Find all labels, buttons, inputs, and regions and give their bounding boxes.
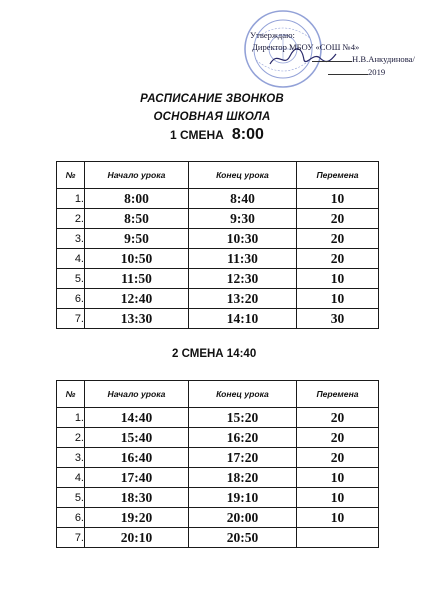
break-minutes: 20 (297, 229, 379, 249)
lesson-end-time: 12:30 (189, 269, 297, 289)
header-end: Конец урока (189, 162, 297, 189)
lesson-start-time: 16:40 (85, 448, 189, 468)
break-minutes: 20 (297, 408, 379, 428)
page-subtitle: ОСНОВНАЯ ШКОЛА (153, 111, 271, 123)
lesson-end-time: 10:30 (189, 229, 297, 249)
lesson-start-time: 8:50 (85, 209, 189, 229)
lesson-number: 2. (57, 209, 85, 229)
break-minutes: 10 (297, 488, 379, 508)
table-body (57, 408, 379, 548)
lesson-number: 1. (57, 408, 85, 428)
break-minutes: 10 (297, 269, 379, 289)
break-minutes: 20 (297, 428, 379, 448)
lesson-number: 6. (57, 289, 85, 309)
header-num: № (57, 381, 85, 408)
signature-line (312, 53, 352, 62)
header-num: № (57, 162, 85, 189)
header-end: Конец урока (189, 381, 297, 408)
lesson-number: 5. (57, 269, 85, 289)
table-row (57, 229, 379, 249)
table-header-row (57, 381, 379, 408)
shift-1-heading (170, 126, 264, 144)
lesson-start-time: 9:50 (85, 229, 189, 249)
break-minutes: 20 (297, 249, 379, 269)
header-break: Перемена (297, 162, 379, 189)
lesson-start-time: 20:10 (85, 528, 189, 548)
lesson-end-time: 8:40 (189, 189, 297, 209)
break-minutes: 10 (297, 468, 379, 488)
table-row (57, 189, 379, 209)
lesson-end-time: 13:20 (189, 289, 297, 309)
header-break: Перемена (297, 381, 379, 408)
table-row (57, 289, 379, 309)
lesson-number: 3. (57, 448, 85, 468)
break-minutes: 10 (297, 508, 379, 528)
lesson-end-time: 9:30 (189, 209, 297, 229)
lesson-end-time: 14:10 (189, 309, 297, 329)
lesson-start-time: 17:40 (85, 468, 189, 488)
lesson-end-time: 20:00 (189, 508, 297, 528)
lesson-start-time: 10:50 (85, 249, 189, 269)
approval-line-3 (312, 53, 415, 66)
director-name: Н.В.Анкудинова/ (352, 54, 415, 64)
table-row (57, 488, 379, 508)
lesson-start-time: 11:50 (85, 269, 189, 289)
break-minutes: 10 (297, 289, 379, 309)
lesson-start-time: 14:40 (85, 408, 189, 428)
table-row (57, 508, 379, 528)
approval-year: 2019 (368, 66, 386, 77)
lesson-number: 7. (57, 528, 85, 548)
break-minutes: 20 (297, 209, 379, 229)
schedule-table-shift-2 (56, 380, 379, 548)
shift-1-start: 8:00 (231, 126, 264, 143)
lesson-number: 4. (57, 468, 85, 488)
lesson-end-time: 15:20 (189, 408, 297, 428)
lesson-end-time: 11:30 (189, 249, 297, 269)
shift-2-heading: 2 СМЕНА 14:40 (172, 348, 257, 360)
lesson-number: 1. (57, 189, 85, 209)
lesson-start-time: 19:20 (85, 508, 189, 528)
lesson-start-time: 13:30 (85, 309, 189, 329)
table-row (57, 428, 379, 448)
table-row (57, 408, 379, 428)
page-title: РАСПИСАНИЕ ЗВОНКОВ (140, 93, 284, 105)
schedule-table-shift-1 (56, 161, 379, 329)
break-minutes: 30 (297, 309, 379, 329)
approval-line-2: Директор МБОУ «СОШ №4» (252, 41, 360, 52)
lesson-number: 3. (57, 229, 85, 249)
lesson-start-time: 15:40 (85, 428, 189, 448)
break-minutes: 20 (297, 448, 379, 468)
table-row (57, 309, 379, 329)
lesson-number: 5. (57, 488, 85, 508)
header-start: Начало урока (85, 381, 189, 408)
approval-line-1: Утверждаю: (250, 30, 295, 40)
lesson-number: 4. (57, 249, 85, 269)
lesson-start-time: 8:00 (85, 189, 189, 209)
approval-block (250, 30, 415, 78)
date-line (328, 66, 368, 75)
lesson-end-time: 16:20 (189, 428, 297, 448)
table-row (57, 448, 379, 468)
shift-1-label: 1 СМЕНА (170, 128, 224, 142)
break-minutes: 10 (297, 189, 379, 209)
table-row (57, 468, 379, 488)
table-header-row (57, 162, 379, 189)
table-row (57, 249, 379, 269)
table-row (57, 528, 379, 548)
lesson-start-time: 18:30 (85, 488, 189, 508)
header-start: Начало урока (85, 162, 189, 189)
table-body (57, 189, 379, 329)
lesson-end-time: 17:20 (189, 448, 297, 468)
lesson-end-time: 20:50 (189, 528, 297, 548)
table-row (57, 209, 379, 229)
lesson-end-time: 18:20 (189, 468, 297, 488)
lesson-end-time: 19:10 (189, 488, 297, 508)
lesson-start-time: 12:40 (85, 289, 189, 309)
table-row (57, 269, 379, 289)
approval-line-4 (328, 66, 400, 79)
lesson-number: 6. (57, 508, 85, 528)
lesson-number: 7. (57, 309, 85, 329)
break-minutes (297, 528, 379, 548)
lesson-number: 2. (57, 428, 85, 448)
